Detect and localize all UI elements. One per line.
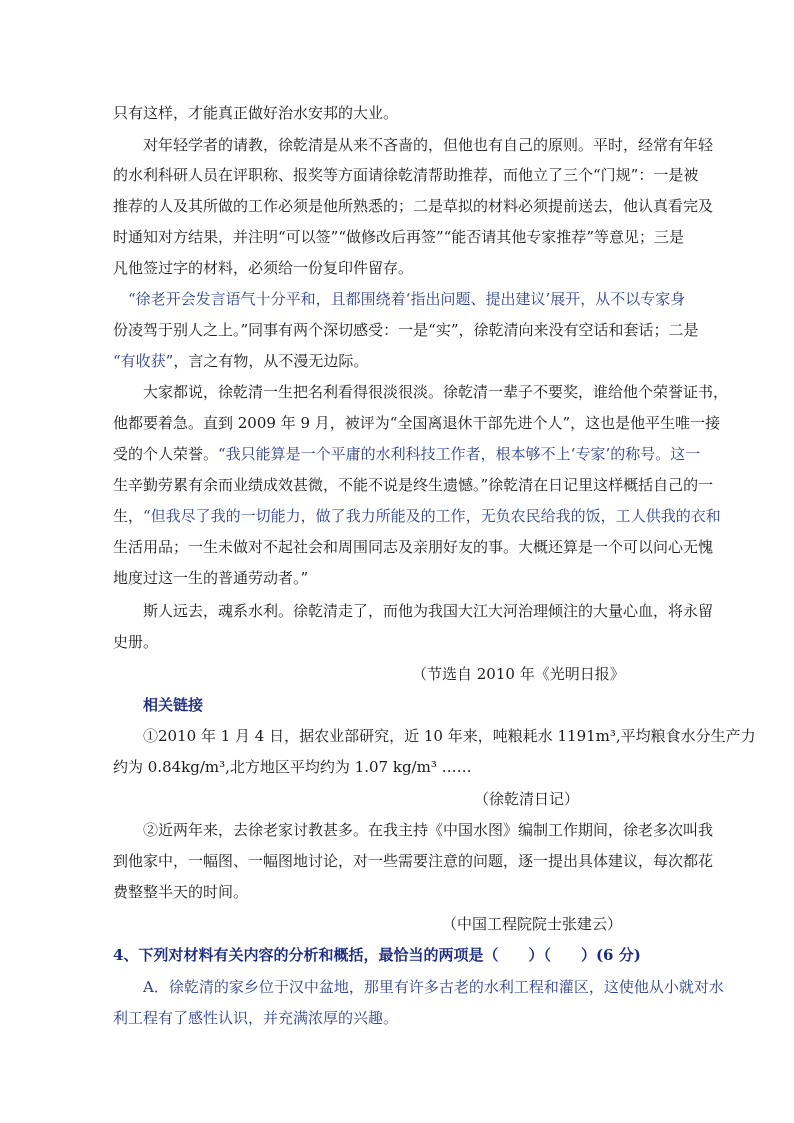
- text-line: 费整整半天的时间。: [113, 883, 249, 901]
- question-heading: 4、下列对材料有关内容的分析和概括，最恰当的两项是（ ）（ ）(6 分): [113, 946, 641, 964]
- text-line: 凡他签过字的材料，必须给一份复印件留存。: [113, 259, 414, 277]
- text-line: 时通知对方结果，并注明“可以签”“做修改后再签”“能否请其他专家推荐”等意见；三是: [113, 228, 685, 246]
- text-span: ，言之有物，从不漫无边际。: [173, 352, 369, 370]
- text-line: 的水利科研人员在评职称、报奖等方面请徐乾清帮助推荐，而他立了三个“门规”：一是被: [113, 166, 699, 184]
- option-a: A．徐乾清的家乡位于汉中盆地，那里有许多古老的水利工程和灌区，这使他从小就对水: [113, 978, 724, 996]
- text-line: 约为 0.84kg/m³,北方地区平均约为 1.07 kg/m³ ……: [113, 758, 472, 776]
- text-line: 只有这样，才能真正做好治水安邦的大业。: [113, 104, 399, 122]
- section-heading: 相关链接: [143, 696, 204, 714]
- quote-span: “有收获”: [113, 352, 174, 370]
- text-line: [113, 444, 701, 464]
- text-line: 生活用品；一生未做对不起社会和周围同志及亲朋好友的事。大概还算是一个可以问心无愧: [113, 538, 714, 556]
- text-line: 斯人远去，魂系水利。徐乾清走了，而他为我国大江大河治理倾注的大量心血，将永留: [113, 602, 714, 620]
- text-line: 份凌驾于别人之上。”同事有两个深切感受：一是“实”，徐乾清向来没有空话和套话；二是: [113, 321, 699, 339]
- text-line: ①2010 年 1 月 4 日，据农业部研究，近 10 年来，吨粮耗水 1191m³,平均粮食水分生产力: [113, 727, 756, 745]
- text-line: [113, 351, 683, 371]
- text-line: 史册。: [113, 633, 159, 651]
- text-line: 大家都说，徐乾清一生把名利看得很淡很淡。徐乾清一辈子不要奖，谁给他个荣誉证书，: [113, 383, 729, 401]
- text-line: 生辛勤劳累有余而业绩成效甚微，不能不说是终生遗憾。”徐乾清在日记里这样概括自己的一: [113, 476, 714, 494]
- source-citation: （中国工程院院士张建云）: [442, 915, 623, 933]
- option-a-continued: 利工程有了感性认识，并充满浓厚的兴趣。: [113, 1009, 399, 1027]
- text-span: 生，: [113, 507, 144, 525]
- text-line: 对年轻学者的请教，徐乾清是从来不吝啬的，但他也有自己的原则。平时，经常有年轻: [113, 136, 714, 154]
- source-citation: （节选自 2010 年《光明日报》: [412, 665, 625, 683]
- text-line: [113, 506, 721, 526]
- text-span: 受的个人荣誉。: [113, 445, 219, 463]
- text-line: 到他家中，一幅图、一幅图地讨论，对一些需要注意的问题，逐一提出具体建议，每次都花: [113, 852, 714, 870]
- text-line: 他都要着急。直到 2009 年 9 月，被评为“全国离退休干部先进个人”，这也是他平生唯一接: [113, 414, 721, 432]
- text-line: ②近两年来，去徐老家讨教甚多。在我主持《中国水图》编制工作期间，徐老多次叫我: [113, 821, 714, 839]
- quote-span: “但我尽了我的一切能力，做了我力所能及的工作，无负农民给我的饭，工人供我的衣和: [143, 507, 721, 525]
- quote-line: “徐老开会发言语气十分平和，且都围绕着‘指出问题、提出建议’展开，从不以专家身: [113, 290, 686, 308]
- text-line: 推荐的人及其所做的工作必须是他所熟悉的；二是草拟的材料必须提前送去，他认真看完及: [113, 197, 714, 215]
- quote-span: “我只能算是一个平庸的水利科技工作者，根本够不上‘专家’的称号。这一: [218, 445, 701, 463]
- source-citation: （徐乾清日记）: [474, 790, 580, 808]
- text-line: 地度过这一生的普通劳动者。”: [113, 569, 309, 587]
